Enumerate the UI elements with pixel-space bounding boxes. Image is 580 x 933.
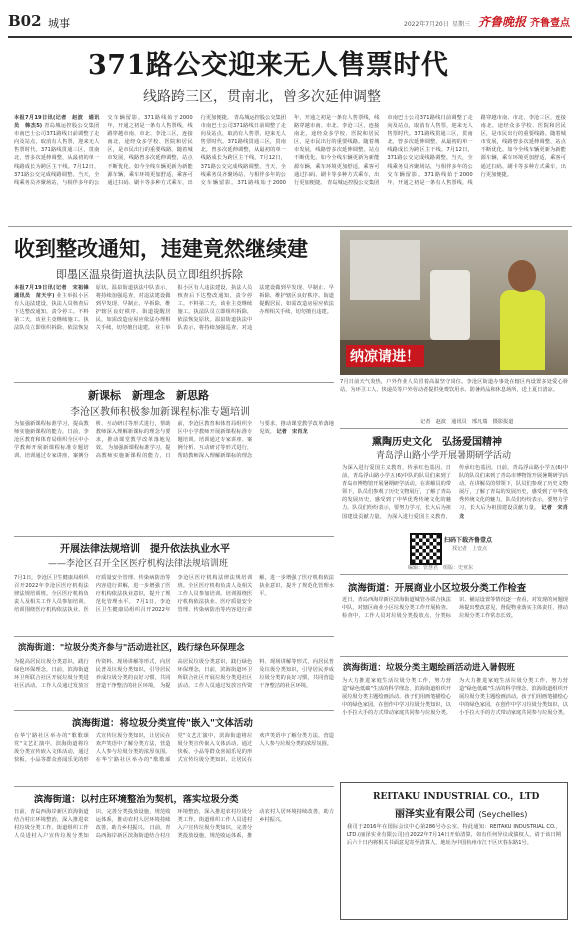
notice-company-cn xyxy=(395,805,527,820)
lead-body-repeat: 青岛城运控股公交集团市南巴士公司371路线日前调整了走向及站点，取消有人售票，迎来无人售票时代。371路线贯通三区，贯南北，曾多次延伸调整，从最初的单一线路成长为跨区主干线。7月12日，371路公交完成线路调整。当天，全线乘务员齐聚场站，与相伴多年的公交车辆留影。371路线始于2000年，开通之初是一条有人售票线，线路穿越市南、市北、李沧三区，连接南北，途经众多学校、医院和居民区，是市民出行的重要线路。随着城市发展，线路曾多次延伸调整，站点不断优化。如今全线车辆更新为新能源车辆，乘车环境更加舒适，乘客可通过扫码、刷卡等多种方式乘车，出行更加便捷。 xyxy=(200,115,380,186)
story10-headline: 滨海街道：以村庄环境整治为契机，落实垃圾分类 xyxy=(34,794,239,805)
qr-caption: 扫码下载齐鲁壹点 xyxy=(444,537,493,544)
story7-headline: 滨海街道：开展商业小区垃圾分类工作检查 xyxy=(348,583,527,594)
photo-window xyxy=(350,240,420,300)
story6-body-col xyxy=(14,658,334,706)
issue-weekday: 星期三 xyxy=(452,21,471,28)
story3-body: 为加强新课程标准学习，提高教师实施新课程的能力，日前，李沧区教育和体育局组织全区中小学教师开展新课程标准专题培训。培训通过专家讲座、案例分析、互动研讨等形式进行，帮助教师深入理解新课标的理念与要求，推动课堂教学改革落地见效。 xyxy=(14,421,171,460)
lead-headline: 371路公交迎来无人售票时代 xyxy=(88,50,449,81)
photo-credit: 记者 赵波 通讯员 邢凡瑞 摄影报道 xyxy=(420,419,514,425)
qr-sub: 找记者 上壹点 xyxy=(452,546,488,552)
story8-body-repeat: 在华宁路社区举办的"歌歌颂党"文艺汇演中，滨海街道将垃圾分类宣传嵌入文体活动，通过快板、小品等群众喜闻乐见的形式宣传垃圾分类知识，让居民在欢声笑语中了解分类方法，营造人人参与垃圾分类的浓厚氛围。 xyxy=(95,733,334,764)
photo-banner-text: 纳凉请进！ xyxy=(346,345,424,367)
divider xyxy=(14,636,334,637)
lead-body: 青岛城运控股公交集团市南巴士公司371路线日前调整了走向及站点，取消有人售票，迎来无人售票时代。371路线贯通三区，贯南北，曾多次延伸调整，从最初的单一线路成长为跨区主干线。7月12日，371路公交完成线路调整。当天，全线乘务员齐聚场站，与相伴多年的公交车辆留影。371路线始于2000年，开通之初是一条有人售票线，线路穿越市南、市北、李沧三区，连接南北，途经众多学校、医院和居民区，是市民出行的重要线路。随着城市发展，线路曾多次延伸调整，站点不断优化。如今全线车辆更新为新能源车辆，乘车环境更加舒适，乘客可通过扫码、刷卡等多种方式乘车，出行更加便捷。 xyxy=(14,115,233,186)
story7-body-col xyxy=(342,596,568,652)
story4-reporter: 记者 宋肖龙 xyxy=(459,505,568,520)
masthead-rule xyxy=(8,36,572,38)
divider xyxy=(340,428,568,429)
story5-body-repeat: 7月1日，李沧区卫生健康局组织召开2022年李沧区医疗机构法律法规培训班。全区医疗机构负责人及相关工作人员参加培训。培训围绕医疗机构依法执业、医疗质量安全管理、传染病防治等内容进行讲解，进一步增强了医疗机构依法执业意识，提升了规范化管理水平。 xyxy=(95,575,334,614)
story5-headline: 开展法律法规培训 提升依法执业水平 xyxy=(60,544,230,555)
story5-subhead: ——李沧区召开全区医疗机构法律法规培训班 xyxy=(48,559,229,569)
story9-headline: 滨海街道：垃圾分类主题绘画活动进入暑假班 xyxy=(343,663,515,673)
issue-date: 2022年7月20日 xyxy=(404,21,449,28)
story7-body: 近日，青岛西海岸新区滨海街道城管办联合执法中队，对辖区商业小区垃圾分类工作开展检查。检查中，工作人员对垃圾分类投放点、分类标识、桶站设置等情况逐一查看，对发现的问题现场提出整改意见，督促物业落实主体责任，推动垃圾分类工作常态长效。 xyxy=(342,597,568,620)
story6-body-repeat: 为提高居民垃圾分类意识，践行绿色环保理念，日前，滨海街道环卫所联合社区开展垃圾分类进社区活动。工作人员通过发放宣传资料、现场讲解等形式，向居民普及垃圾分类知识，引导居民养成垃圾分类的良好习惯，共同营造干净整洁的社区环境。 xyxy=(160,659,334,690)
story5-body: 7月1日，李沧区卫生健康局组织召开2022年李沧区医疗机构法律法规培训班。全区医疗机构负责人及相关工作人员参加培训。培训围绕医疗机构依法执业、医疗质量安全管理、传染病防治等内容进行讲解，进一步增强了医疗机构依法执业意识，提升了规范化管理水平。 xyxy=(14,575,171,614)
story4-body-col xyxy=(342,464,568,568)
photo-worker-vest xyxy=(500,290,545,370)
masthead xyxy=(8,10,572,36)
divider xyxy=(340,656,568,657)
lead-body-col xyxy=(14,114,566,222)
lead-byline: 本报7月19日讯(记者 赵波 通讯员 韩杰5) xyxy=(14,115,100,130)
story8-body: 在华宁路社区举办的"歌歌颂党"文艺汇演中，滨海街道将垃圾分类宣传嵌入文体活动，通过快板、小品等群众喜闻乐见的形式宣传垃圾分类知识，让居民在欢声笑语中了解分类方法，营造人人参与垃圾分类的浓厚氛围。 xyxy=(14,733,171,764)
notice-company-country: (Seychelles) xyxy=(478,810,528,819)
story9-body-repeat: 为大力推进家庭生活垃圾分类工作，努力营造"绿色低碳"生活的科学理念，滨海街道组织开展垃圾分类主题绘画活动。孩子们用画笔描绘心中的绿色家园，在创作中学习垃圾分类知识，以小手拉大手的方式带动家庭共同参与垃圾分类。 xyxy=(459,678,568,717)
paper-logo: 齐鲁晚报 xyxy=(478,15,527,29)
photo-caption: 7月日前天气炎热，户外作业人员冒着高温坚守岗位。李沧区街道办事处在辖区内设置多处爱心驿站，为环卫工人、快递员等户外劳动者提供免费饮用水、防暑药品和休息场所，送上夏日清凉。 xyxy=(340,379,568,394)
story6-body: 为提高居民垃圾分类意识，践行绿色环保理念，日前，滨海街道环卫所联合社区开展垃圾分类进社区活动。工作人员通过发放宣传资料、现场讲解等形式，向居民普及垃圾分类知识，引导居民养成垃圾分类的良好习惯，共同营造干净整洁的社区环境。 xyxy=(14,659,171,690)
qr-code[interactable] xyxy=(410,533,442,565)
notice-body: 我司于2016年在国际会议中心第286号办公室，特此通知：REITAKU INDUSTRIAL CO.，LTD.(丽泽实业有限公司)自2022年7月14日开始清算，如有任何异议或债权人，请于该日期后六十日内将相关书面意见寄至清算人，地址为中国杭州市江干区庆春东路1号。 xyxy=(347,824,561,847)
story4-body-repeat: 为深入进行爱国主义教育，传承红色基因，日前，青岛浮山路小学五(6)中队的队员们来到了青岛市博物馆开展暑期研学活动。在讲解员的带领下，队员们参观了历史文物展厅，了解了青岛的发展历史，感受到了中华优秀传统文化的魅力。队员们纷纷表示，要努力学习，长大后为祖国建设贡献力量。 xyxy=(386,465,568,520)
section-name: 城事 xyxy=(48,17,70,30)
story5-body-col xyxy=(14,574,334,630)
story10-body-repeat: 日前，青岛西海岸新区滨海街道结合村庄环境整治，深入推进农村垃圾分类工作。街道组织工作人员进村入户宣传垃圾分类知识，完善分类投放设施，规范收运体系，推动农村人居环境持续改善，助力乡村振兴。 xyxy=(95,809,334,840)
app-logo: 齐鲁壹点 xyxy=(530,18,570,29)
story2-subhead: 即墨区温泉街道执法队员立即组织拆除 xyxy=(56,268,243,281)
story9-body-col xyxy=(342,677,568,777)
photo-cooler xyxy=(430,270,470,340)
lead-subhead: 线路跨三区，贯南北，曾多次延伸调整 xyxy=(143,89,381,105)
story2-body-repeat: 业主举报小区有人违法建设，执法人员核查后下达整改通知，责令停工。不料第二天，该业主竟继续施工。执法队员立即组织拆除，依法恢复原状。温泉街道执法中队表示，将持续加强巡查，对违法建设做到早发现、早制止、早拆除，维护辖区良好秩序。街道提醒居民，如需改造房屋应依法办理相关手续，切勿擅自违建。 xyxy=(154,285,334,332)
story2-headline: 收到整改通知，违建竟然继续建 xyxy=(14,236,308,261)
notice-company-en: REITAKU INDUSTRIAL CO.，LTD xyxy=(373,792,540,802)
story2-byline: 本报7月19日讯(记者 宋祖锋 通讯员 苗天宇) xyxy=(14,285,94,300)
editor-credit: 编辑：管慧君 组版：史亚东 xyxy=(408,565,474,571)
story4-headline: 熏陶历史文化 弘扬爱国精神 xyxy=(372,437,502,448)
page-number: B02 xyxy=(8,12,42,30)
story2-body: 业主举报小区有人违法建设，执法人员核查后下达整改通知，责令停工。不料第二天，该业主竟继续施工。执法队员立即组织拆除，依法恢复原状。温泉街道执法中队表示，将持续加强巡查，对违法建设做到早发现、早制止、早拆除，维护辖区良好秩序。街道提醒居民，如需改造房屋应依法办理相关手续，切勿擅自违建。 xyxy=(14,285,171,332)
divider xyxy=(14,786,334,787)
story3-body-repeat: 为加强新课程标准学习，提高教师实施新课程的能力，日前，李沧区教育和体育局组织全区中小学教师开展新课程标准专题培训。培训通过专家讲座、案例分析、互动研讨等形式进行，帮助教师深入理解新课标的理念与要求，推动课堂教学改革落地见效。 xyxy=(95,421,334,460)
story3-body-col xyxy=(14,420,334,532)
story8-body-col xyxy=(14,732,334,782)
news-photo xyxy=(340,230,568,375)
divider xyxy=(14,536,334,537)
story3-headline: 李沧区教师积极参加新课程标准专题培训 xyxy=(70,407,250,418)
story10-body: 日前，青岛西海岸新区滨海街道结合村庄环境整治，深入推进农村垃圾分类工作。街道组织工作人员进村入户宣传垃圾分类知识，完善分类投放设施，规范收运体系，推动农村人居环境持续改善，助力乡村振兴。 xyxy=(14,809,171,840)
divider xyxy=(14,382,334,383)
story2-body-col xyxy=(14,284,334,376)
story3-reporter: 记者 宋肖龙 xyxy=(276,429,308,436)
photo-worker-head xyxy=(508,260,536,292)
divider xyxy=(14,710,334,711)
divider xyxy=(8,226,572,227)
lead-body-repeat-2: 青岛城运控股公交集团市南巴士公司371路线日前调整了走向及站点，取消有人售票，迎来无人售票时代。371路线贯通三区，贯南北，曾多次延伸调整，从最初的单一线路成长为跨区主干线。7月12日，371路公交完成线路调整。当天，全线乘务员齐聚场站，与相伴多年的公交车辆留影。371路线始于2000年，开通之初是一条有人售票线，线路穿越市南、市北、李沧三区，连接南北，途经众多学校、医院和居民区，是市民出行的重要线路。随着城市发展，线路曾多次延伸调整，站点不断优化。如今全线车辆更新为新能源车辆，乘车环境更加舒适，乘客可通过扫码、刷卡等多种方式乘车，出行更加便捷。 xyxy=(327,115,566,186)
story6-headline: 滨海街道："垃圾分类齐参与"活动进社区，践行绿色环保理念 xyxy=(18,642,245,652)
legal-notice xyxy=(340,782,568,920)
story10-body-col xyxy=(14,808,334,920)
story9-body: 为大力推进家庭生活垃圾分类工作，努力营造"绿色低碳"生活的科学理念，滨海街道组织开展垃圾分类主题绘画活动。孩子们用画笔描绘心中的绿色家园，在创作中学习垃圾分类知识，以小手拉大手的方式带动家庭共同参与垃圾分类。 xyxy=(342,678,451,717)
story4-body: 为深入进行爱国主义教育，传承红色基因，日前，青岛浮山路小学五(6)中队的队员们来到了青岛市博物馆开展暑期研学活动。在讲解员的带领下，队员们参观了历史文物展厅，了解了青岛的发展历史，感受到了中华优秀传统文化的魅力。队员们纷纷表示，要努力学习，长大后为祖国建设贡献力量。 xyxy=(342,465,451,520)
story8-headline: 滨海街道：将垃圾分类宣传"嵌入"文体活动 xyxy=(72,718,253,729)
divider xyxy=(340,574,568,575)
story4-subhead: 青岛浮山路小学开展暑期研学活动 xyxy=(376,451,512,461)
notice-company-cn-name: 丽泽实业有限公司 xyxy=(395,809,475,820)
story3-kicker: 新课标 新理念 新思路 xyxy=(88,389,209,402)
